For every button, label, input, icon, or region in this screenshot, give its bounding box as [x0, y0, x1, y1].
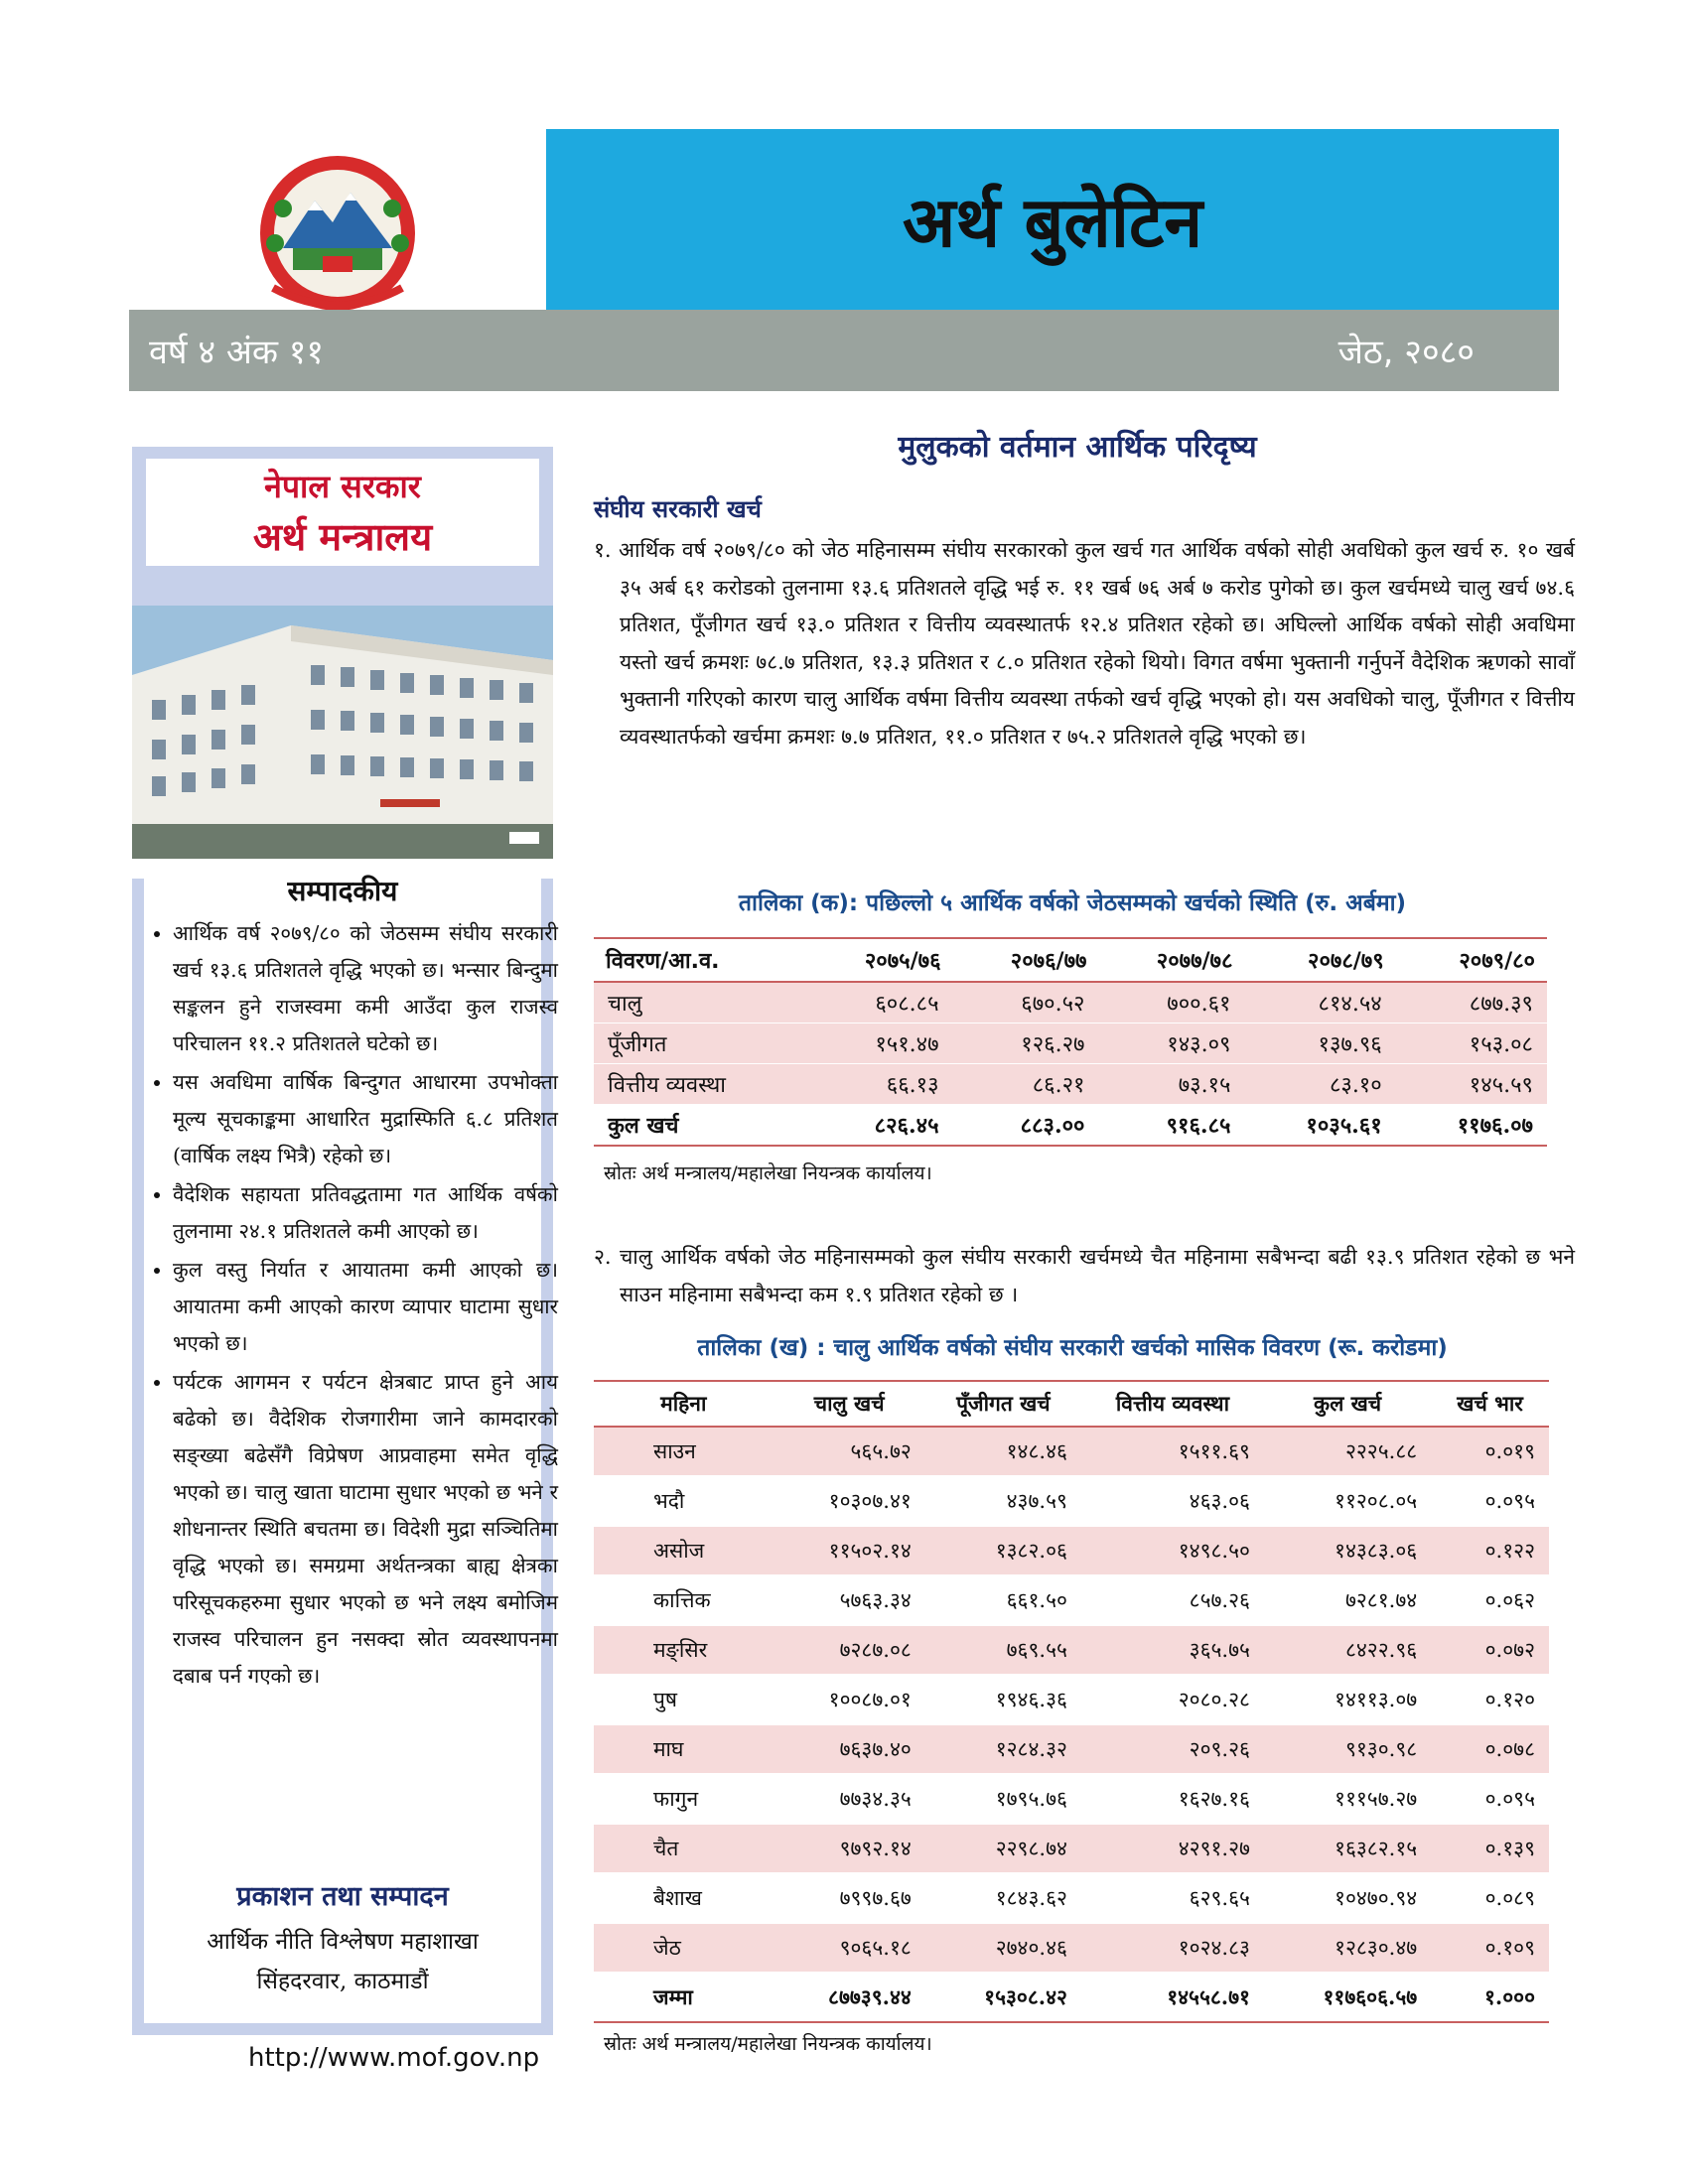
- table-cell: ६७०.५२: [953, 982, 1099, 1024]
- table-cell: ०.०१९: [1431, 1427, 1549, 1476]
- table-cell: १२८४.३२: [925, 1724, 1081, 1774]
- table-cell: ७९९७.६७: [774, 1873, 925, 1923]
- table-cell: ८७७.३९: [1396, 982, 1547, 1024]
- table-header: खर्च भार: [1431, 1381, 1549, 1427]
- editorial-title: सम्पादकीय: [144, 872, 541, 909]
- table-cell: साउन: [594, 1427, 774, 1476]
- table-cell: ८४२२.९६: [1264, 1625, 1431, 1675]
- table-b-source: स्रोतः अर्थ मन्त्रालय/महालेखा नियन्त्रक कार्यालय।: [604, 2033, 932, 2055]
- issue-number: वर्ष ४ अंक ११: [149, 333, 325, 372]
- table-cell: ८३.१०: [1244, 1064, 1395, 1105]
- table-cell: ८६.२१: [953, 1064, 1099, 1105]
- table-cell: १४३.०९: [1098, 1024, 1244, 1064]
- table-cell: चैत: [594, 1824, 774, 1873]
- table-cell: १६३८२.१५: [1264, 1824, 1431, 1873]
- table-cell: ९१६.८५: [1098, 1105, 1244, 1147]
- table-cell: १३७.९६: [1244, 1024, 1395, 1064]
- table-header: २०७५/७६: [807, 938, 953, 982]
- table-cell: १४८.४६: [925, 1427, 1081, 1476]
- table-cell: २७४०.४६: [925, 1923, 1081, 1973]
- table-cell: ०.०९५: [1431, 1476, 1549, 1526]
- table-cell: १४५.५९: [1396, 1064, 1547, 1105]
- table-cell: वित्तीय व्यवस्था: [594, 1064, 807, 1105]
- monthly-expenditure-table-b: [594, 1380, 1549, 2023]
- table-cell: ६६१.५०: [925, 1575, 1081, 1625]
- table-cell: १४११३.०७: [1264, 1675, 1431, 1724]
- table-cell: ०.०८९: [1431, 1873, 1549, 1923]
- table-a-caption: तालिका (क): पछिल्लो ५ आर्थिक वर्षको जेठसम्मको खर्चको स्थिति (रु. अर्बमा): [738, 890, 1407, 916]
- table-cell: ०.०६२: [1431, 1575, 1549, 1625]
- table-cell: ७६९.५५: [925, 1625, 1081, 1675]
- table-cell: १२८३०.४७: [1264, 1923, 1431, 1973]
- table-row: [594, 1476, 1549, 1526]
- table-cell: ०.१२०: [1431, 1675, 1549, 1724]
- table-cell: पूँजीगत: [594, 1024, 807, 1064]
- table-row: [594, 1064, 1547, 1105]
- table-cell: ०.१३९: [1431, 1824, 1549, 1873]
- bulletin-title: अर्थ बुलेटिन: [902, 182, 1203, 263]
- table-a-source: स्रोतः अर्थ मन्त्रालय/महालेखा नियन्त्रक कार्यालय।: [604, 1162, 932, 1184]
- table-cell: १५३०८.४२: [925, 1973, 1081, 2022]
- table-cell: २०९.२६: [1081, 1724, 1264, 1774]
- table-cell: ४२९१.२७: [1081, 1824, 1264, 1873]
- table-cell: कात्तिक: [594, 1575, 774, 1625]
- publisher-title: प्रकाशन तथा सम्पादन: [236, 1881, 449, 1912]
- table-cell: बैशाख: [594, 1873, 774, 1923]
- section-subheading: संघीय सरकारी खर्च: [594, 495, 762, 523]
- table-cell: २२२५.८८: [1264, 1427, 1431, 1476]
- table-row: [594, 1625, 1549, 1675]
- table-cell: १००८७.०१: [774, 1675, 925, 1724]
- table-cell: ७२८१.७४: [1264, 1575, 1431, 1625]
- table-header: महिना: [594, 1381, 774, 1427]
- table-header: वित्तीय व्यवस्था: [1081, 1381, 1264, 1427]
- paragraph-2: २. चालु आर्थिक वर्षको जेठ महिनासम्मको कुल संघीय सरकारी खर्चमध्ये चैत महिनामा सबैभन्दा बढी १३.९ प्रतिशत रहेको छ भने साउन महिनामा सबैभन्दा कम १.९ प्रतिशत रहेको छ ।: [594, 1245, 1575, 1306]
- table-cell: ६२९.६५: [1081, 1873, 1264, 1923]
- table-cell: जेठ: [594, 1923, 774, 1973]
- table-cell: कुल खर्च: [594, 1105, 807, 1147]
- section-heading: मुलुकको वर्तमान आर्थिक परिदृष्य: [898, 430, 1257, 465]
- table-cell: ११७६०६.५७: [1264, 1973, 1431, 2022]
- table-cell: ५६५.७२: [774, 1427, 925, 1476]
- table-cell: १३८२.०६: [925, 1526, 1081, 1575]
- table-cell: ३६५.७५: [1081, 1625, 1264, 1675]
- table-b-body: [594, 1427, 1549, 2022]
- table-row-total: [594, 1973, 1549, 2022]
- table-cell: १६२७.१६: [1081, 1774, 1264, 1824]
- table-cell: १७९५.७६: [925, 1774, 1081, 1824]
- table-cell: माघ: [594, 1724, 774, 1774]
- table-row: [594, 982, 1547, 1024]
- table-b-caption: तालिका (ख) : चालु आर्थिक वर्षको संघीय सरकारी खर्चको मासिक विवरण (रू. करोडमा): [697, 1335, 1448, 1361]
- table-cell: १०२४.८३: [1081, 1923, 1264, 1973]
- table-cell: ८५७.२६: [1081, 1575, 1264, 1625]
- table-cell: चालु: [594, 982, 807, 1024]
- table-row: [594, 1526, 1549, 1575]
- table-cell: १०४७०.९४: [1264, 1873, 1431, 1923]
- table-row: [594, 1774, 1549, 1824]
- table-cell: ७००.६१: [1098, 982, 1244, 1024]
- nepal-emblem-icon: [253, 149, 422, 318]
- issue-date: जेठ, २०८०: [1337, 333, 1475, 372]
- table-cell: ९७९२.१४: [774, 1824, 925, 1873]
- table-cell: १८४३.६२: [925, 1873, 1081, 1923]
- table-header: पूँजीगत खर्च: [925, 1381, 1081, 1427]
- table-row: [594, 1873, 1549, 1923]
- table-row: [594, 1024, 1547, 1064]
- table-cell: पुष: [594, 1675, 774, 1724]
- table-cell: असोज: [594, 1526, 774, 1575]
- table-cell: ५७६३.३४: [774, 1575, 925, 1625]
- table-header: २०७९/८०: [1396, 938, 1547, 982]
- editorial-list: [149, 915, 558, 1697]
- table-cell: १.०००: [1431, 1973, 1549, 2022]
- table-cell: १५३.०८: [1396, 1024, 1547, 1064]
- table-cell: ९०६५.१८: [774, 1923, 925, 1973]
- expenditure-table-a: [594, 937, 1547, 1147]
- ministry-building-image: [132, 606, 553, 859]
- table-header: कुल खर्च: [1264, 1381, 1431, 1427]
- table-header: विवरण/आ.व.: [594, 938, 807, 982]
- table-cell: भदौ: [594, 1476, 774, 1526]
- table-cell: ११५०२.१४: [774, 1526, 925, 1575]
- table-cell: १४५५८.७१: [1081, 1973, 1264, 2022]
- table-cell: २०८०.२८: [1081, 1675, 1264, 1724]
- table-cell: ११७६.०७: [1396, 1105, 1547, 1147]
- table-cell: ९१३०.९८: [1264, 1724, 1431, 1774]
- table-cell: ८७७३९.४४: [774, 1973, 925, 2022]
- table-cell: ८८३.००: [953, 1105, 1099, 1147]
- editorial-item: • पर्यटक आगमन र पर्यटन क्षेत्रबाट प्राप्त हुने आय बढेको छ। वैदेशिक रोजगारीमा जाने कामदारको सङ्ख्या बढेसँगै विप्रेषण आप्रवाहमा समेत वृद्धि भएको छ। चालु खाता घाटामा सुधार भएको छ भने र शोधनान्तर स्थिति बचतमा छ। विदेशी मुद्रा सञ्चितिमा वृद्धि भएको छ। समग्रमा अर्थतन्त्रका बाह्य क्षेत्रका परिसूचकहरुमा सुधार भएको छ भने लक्ष्य बमोजिम राजस्व परिचालन हुन नसक्दा स्रोत व्यवस्थापनमा दबाब पर्न गएको छ।: [173, 1364, 558, 1695]
- table-cell: १४३८३.०६: [1264, 1526, 1431, 1575]
- table-cell: ०.०९५: [1431, 1774, 1549, 1824]
- table-header: २०७६/७७: [953, 938, 1099, 982]
- table-header: चालु खर्च: [774, 1381, 925, 1427]
- table-header: २०७८/७९: [1244, 938, 1395, 982]
- table-cell: १२६.२७: [953, 1024, 1099, 1064]
- table-cell: ०.१२२: [1431, 1526, 1549, 1575]
- table-cell: ०.१०९: [1431, 1923, 1549, 1973]
- table-header: २०७७/७८: [1098, 938, 1244, 982]
- publisher-division: आर्थिक नीति विश्लेषण महाशाखा: [207, 1929, 479, 1955]
- table-cell: ०.०७२: [1431, 1625, 1549, 1675]
- table-cell: ८१४.५४: [1244, 982, 1395, 1024]
- table-cell: ०.०७८: [1431, 1724, 1549, 1774]
- table-cell: १५१.४७: [807, 1024, 953, 1064]
- table-cell: १९४६.३६: [925, 1675, 1081, 1724]
- table-row: [594, 1923, 1549, 1973]
- table-row: [594, 1824, 1549, 1873]
- editorial-item: • वैदेशिक सहायता प्रतिवद्धतामा गत आर्थिक वर्षको तुलनामा २४.१ प्रतिशतले कमी आएको छ।: [173, 1176, 558, 1250]
- paragraph-1: १. आर्थिक वर्ष २०७९/८० को जेठ महिनासम्म संघीय सरकारको कुल खर्च गत आर्थिक वर्षको सोही अवधिको कुल खर्च रु. १० खर्ब ३५ अर्ब ६१ करोडको तुलनामा १३.६ प्रतिशतले वृद्धि भई रु. ११ खर्ब ७६ अर्ब ७ करोड पुगेको छ। कुल खर्चमध्ये चालु खर्च ७४.६ प्रतिशत, पूँजीगत खर्च १३.० प्रतिशत र वित्तीय व्यवस्थातर्फ १२.४ प्रतिशत रहेको छ। अघिल्लो आर्थिक वर्षको सोही अवधिमा यस्तो खर्च क्रमशः ७८.७ प्रतिशत, १३.३ प्रतिशत र ८.० प्रतिशत रहेको थियो। विगत वर्षमा भुक्तानी गर्नुपर्ने वैदेशिक ऋणको सावाँ भुक्तानी गरिएको कारण चालु आर्थिक वर्षमा वित्तीय व्यवस्था तर्फको खर्च वृद्धि भएको हो। यस अवधिको चालु, पूँजीगत र वित्तीय व्यवस्थातर्फको खर्चमा क्रमशः ७.७ प्रतिशत, ११.० प्रतिशत र ७५.२ प्रतिशतले वृद्धि भएको छ।: [594, 538, 1575, 749]
- editorial-item: • कुल वस्तु निर्यात र आयातमा कमी आएको छ। आयातमा कमी आएको कारण व्यापार घाटामा सुधार भएको छ।: [173, 1252, 558, 1362]
- government-name: नेपाल सरकार: [264, 468, 421, 505]
- table-cell: ११२०८.०५: [1264, 1476, 1431, 1526]
- table-cell: १४९८.५०: [1081, 1526, 1264, 1575]
- table-cell: ४६३.०६: [1081, 1476, 1264, 1526]
- table-cell: १०३०७.४१: [774, 1476, 925, 1526]
- table-cell: ७२८७.०८: [774, 1625, 925, 1675]
- table-cell: ४३७.५९: [925, 1476, 1081, 1526]
- publisher-address: सिंहदरवार, काठमाडौं: [256, 1969, 429, 1994]
- table-cell: जम्मा: [594, 1973, 774, 2022]
- editorial-item: • यस अवधिमा वार्षिक बिन्दुगत आधारमा उपभोक्ता मूल्य सूचकाङ्कमा आधारित मुद्रास्फिति ६.८ प्रतिशत (वार्षिक लक्ष्य भित्रै) रहेको छ।: [173, 1064, 558, 1174]
- table-cell: ७६३७.४०: [774, 1724, 925, 1774]
- table-cell: ८२६.४५: [807, 1105, 953, 1147]
- ministry-name: अर्थ मन्त्रालय: [252, 515, 433, 559]
- table-row: [594, 1675, 1549, 1724]
- table-cell: ६०८.८५: [807, 982, 953, 1024]
- table-cell: ७३.१५: [1098, 1064, 1244, 1105]
- table-row: [594, 1575, 1549, 1625]
- table-cell: १०३५.६१: [1244, 1105, 1395, 1147]
- table-cell: १५११.६९: [1081, 1427, 1264, 1476]
- table-cell: ७७३४.३५: [774, 1774, 925, 1824]
- table-cell: फागुन: [594, 1774, 774, 1824]
- table-cell: ६६.१३: [807, 1064, 953, 1105]
- editorial-item: • आर्थिक वर्ष २०७९/८० को जेठसम्म संघीय सरकारी खर्च १३.६ प्रतिशतले वृद्धि भएको छ। भन्सार बिन्दुमा सङ्कलन हुने राजस्वमा कमी आउँदा कुल राजस्व परिचालन ११.२ प्रतिशतले घटेको छ।: [173, 915, 558, 1062]
- table-cell: २२९८.७४: [925, 1824, 1081, 1873]
- table-row: [594, 1427, 1549, 1476]
- table-row: [594, 1724, 1549, 1774]
- table-cell: मङ्सिर: [594, 1625, 774, 1675]
- table-row-total: [594, 1105, 1547, 1147]
- table-cell: १११५७.२७: [1264, 1774, 1431, 1824]
- website-link[interactable]: http://www.mof.gov.np: [248, 2043, 540, 2073]
